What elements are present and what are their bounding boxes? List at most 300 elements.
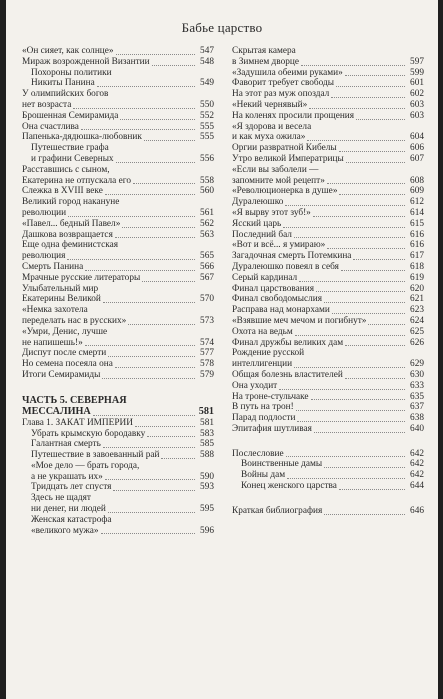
toc-entry[interactable]: [232, 348, 424, 370]
page-number: 637: [410, 402, 424, 413]
toc-entry[interactable]: [232, 46, 424, 68]
toc-entry[interactable]: [22, 450, 214, 461]
toc-entry-title: а не украшать их»: [31, 471, 103, 482]
toc-entry[interactable]: [232, 424, 424, 435]
toc-entry-row: [232, 294, 424, 305]
toc-entry-row: [22, 406, 214, 418]
page-number: 614: [410, 207, 424, 218]
toc-entry[interactable]: [232, 68, 424, 79]
dot-leader: [116, 54, 195, 55]
toc-entry-title: «Он сияет, как солнце»: [22, 46, 114, 56]
toc-entry-title: Серый кардинал: [232, 272, 298, 283]
toc-entry[interactable]: [232, 143, 424, 154]
toc-entry-title: 1. ЗАКАТ ИМПЕРИИ: [46, 417, 133, 428]
toc-entry[interactable]: [232, 305, 424, 316]
toc-entry[interactable]: [232, 197, 424, 208]
page-number: 574: [200, 337, 214, 348]
toc-entry-title: Слежка в XVIII веке: [22, 186, 103, 197]
page-number: 567: [200, 272, 214, 283]
toc-entry[interactable]: [22, 122, 214, 133]
page-number: 558: [200, 175, 214, 186]
page-number: 623: [410, 305, 424, 316]
toc-entry-title: Екатерина не отпускала его: [22, 175, 131, 186]
toc-entry-row: [232, 89, 424, 100]
toc-entry[interactable]: [232, 402, 424, 413]
toc-entry[interactable]: [232, 392, 424, 403]
toc-entry-title: Финал дружбы великих дам: [232, 337, 344, 348]
dot-leader: [311, 399, 405, 400]
toc-entry-row: [22, 450, 214, 461]
toc-entry-row: [22, 294, 214, 305]
toc-entry-line: Женская катастрофа: [31, 514, 112, 525]
page-number: 629: [410, 359, 424, 370]
page-number: 552: [200, 110, 214, 121]
toc-entry[interactable]: [232, 78, 424, 89]
toc-entry[interactable]: [22, 89, 214, 111]
toc-entry-title: революция: [22, 251, 66, 262]
dot-leader: [296, 410, 405, 411]
running-header: Бабье царство: [181, 20, 263, 35]
page-number: 566: [200, 261, 214, 272]
toc-entry[interactable]: [232, 230, 424, 241]
toc-entry-row: [232, 305, 424, 316]
toc-entry-row: [232, 78, 424, 89]
toc-entry-row: [232, 100, 424, 111]
toc-entry-line: Путешествие графа: [31, 143, 109, 154]
toc-entry-row: [22, 219, 214, 230]
toc-entry-line: Похороны политики: [31, 67, 112, 78]
dot-leader: [301, 65, 405, 66]
dot-leader: [345, 378, 405, 379]
toc-entry-row: [232, 338, 424, 349]
toc-entry[interactable]: [232, 370, 424, 381]
toc-entry-title: Фаворит требует свободы: [232, 78, 335, 89]
dot-leader: [356, 119, 405, 120]
page-number: 619: [410, 272, 424, 283]
toc-entry-title: МЕССАЛИНА: [22, 406, 91, 418]
toc-entry-title: и как муха ожила»: [232, 132, 306, 143]
toc-entry[interactable]: [22, 219, 214, 230]
toc-entry[interactable]: [22, 165, 214, 187]
toc-entry-title: революции: [22, 207, 67, 218]
dot-leader: [93, 415, 195, 416]
dot-leader: [314, 432, 405, 433]
page-number: 608: [410, 175, 424, 186]
toc-entry[interactable]: [232, 316, 424, 327]
page-number: 563: [200, 229, 214, 240]
page-number: 549: [200, 78, 214, 89]
toc-entry-title: Она счастлива: [22, 121, 79, 132]
toc-right-column: [232, 46, 424, 517]
toc-entry-row: [22, 370, 214, 381]
toc-left-column: [22, 46, 214, 536]
page-number: 593: [200, 482, 214, 493]
page-number: 570: [200, 294, 214, 305]
toc-entry-line: «Немка захотела: [22, 305, 88, 316]
page-number: 555: [200, 132, 214, 143]
toc-entry-row: [232, 197, 424, 208]
dot-leader: [144, 140, 195, 141]
page-number: 633: [410, 380, 424, 391]
toc-entry[interactable]: [22, 305, 214, 327]
toc-entry[interactable]: [22, 515, 214, 537]
toc-entry[interactable]: [232, 111, 424, 122]
page-number: 573: [200, 315, 214, 326]
toc-entry-title: Папенька-дядюшка-любовник: [22, 132, 142, 143]
toc-entry[interactable]: [232, 89, 424, 100]
toc-entry-line: «Мое дело — брать города,: [31, 460, 140, 471]
toc-entry-row: [22, 111, 214, 122]
dot-leader: [332, 313, 405, 314]
toc-entry-line: Еще одна феминистская: [22, 240, 118, 251]
toc-entry-title: «Взявшие меч мечом и погибнут»: [232, 315, 367, 326]
toc-entry-title: Диспут после смерти: [22, 348, 107, 359]
toc-entry-row: [22, 429, 214, 440]
toc-entry-line: «Если вы заболели —: [232, 164, 319, 175]
toc-entry[interactable]: [22, 262, 214, 273]
toc-entry[interactable]: [22, 132, 214, 143]
dot-leader: [113, 490, 195, 491]
toc-entry-title: Утро великой Императрицы: [232, 153, 344, 164]
toc-entry-title: запомните мой рецепт»: [232, 175, 325, 186]
toc-entry[interactable]: [22, 273, 214, 284]
toc-entry-row: [22, 208, 214, 219]
toc-entry-row: [232, 68, 424, 79]
page-number: 646: [410, 505, 424, 516]
dot-leader: [105, 479, 195, 480]
page-number: 642: [410, 470, 424, 481]
toc-entry-title: Эпитафия шутливая: [232, 423, 312, 434]
toc-entry-row: [232, 506, 424, 517]
toc-entry[interactable]: [22, 359, 214, 370]
toc-entry-title: Финал свободомыслия: [232, 294, 323, 305]
toc-entry[interactable]: [232, 338, 424, 349]
toc-entry[interactable]: [22, 230, 214, 241]
page-number: 555: [200, 121, 214, 132]
toc-entry[interactable]: [22, 186, 214, 197]
toc-entry[interactable]: [22, 240, 214, 262]
toc-entry-title: Ясский царь: [232, 218, 282, 229]
dot-leader: [152, 65, 195, 66]
toc-entry-row: [22, 504, 214, 515]
toc-entry-line: «Умри, Денис, лучше: [22, 326, 108, 337]
toc-entry-row: [22, 359, 214, 370]
toc-entry-title: Краткая библиография: [232, 505, 323, 516]
page-number: 603: [410, 99, 424, 110]
page-number: 595: [200, 504, 214, 515]
page-number: 556: [200, 153, 214, 164]
toc-entry-row: [232, 57, 424, 68]
toc-entry[interactable]: [232, 506, 424, 517]
toc-entry-row: [232, 381, 424, 392]
toc-entry-title: «Задушила обеими руками»: [232, 67, 343, 78]
toc-entry-row: [232, 359, 424, 370]
toc-entry-title: Галантная смерть: [31, 439, 101, 450]
toc-entry-row: [232, 327, 424, 338]
toc-entry-title: Итоги Семирамиды: [22, 369, 101, 380]
toc-entry[interactable]: [22, 143, 214, 165]
toc-entry-line: Здесь не щадят: [31, 493, 91, 504]
toc-entry[interactable]: [22, 370, 214, 381]
dot-leader: [324, 467, 405, 468]
toc-entry[interactable]: [22, 284, 214, 306]
toc-entry-title: Парад подлости: [232, 413, 296, 424]
toc-entry[interactable]: [22, 482, 214, 493]
page-number: 616: [410, 240, 424, 251]
toc-entry-title: На этот раз муж опоздал: [232, 89, 330, 100]
dot-leader: [142, 281, 195, 282]
toc-entry-row: [232, 143, 424, 154]
page-number: 618: [410, 261, 424, 272]
dot-leader: [85, 270, 195, 271]
toc-entry-title: Дуралеюшко: [232, 197, 284, 208]
toc-entry-title: Никиты Панина: [31, 78, 95, 89]
toc-entry-title: и графини Северных: [31, 153, 114, 164]
dot-leader: [120, 119, 195, 120]
toc-entry-row: [232, 219, 424, 230]
toc-entry-title: Загадочная смерть Потемкина: [232, 251, 352, 262]
toc-entry-line: Улыбательный мир: [22, 283, 99, 294]
dot-leader: [122, 227, 195, 228]
toc-entry-title: Охота на ведьм: [232, 326, 293, 337]
toc-entry-row: [232, 154, 424, 165]
toc-entry-row: [22, 262, 214, 273]
toc-entry-line: Великий город накануне: [22, 197, 120, 208]
toc-entry[interactable]: [232, 413, 424, 424]
page-number: 624: [410, 315, 424, 326]
dot-leader: [339, 151, 405, 152]
toc-entry-row: [232, 186, 424, 197]
toc-entry[interactable]: [22, 46, 214, 57]
dot-leader: [331, 97, 405, 98]
toc-entry-row: [22, 176, 214, 187]
toc-entry[interactable]: [22, 197, 214, 219]
page-number: 560: [200, 186, 214, 197]
page-number: 617: [410, 251, 424, 262]
part-heading[interactable]: [22, 395, 214, 418]
toc-entry[interactable]: [232, 481, 424, 492]
page-number: 548: [200, 56, 214, 67]
toc-entry[interactable]: [22, 111, 214, 122]
toc-entry-title: «Я вырву этот зуб!»: [232, 207, 311, 218]
dot-leader: [327, 183, 405, 184]
toc-entry[interactable]: [232, 262, 424, 273]
toc-entry[interactable]: [22, 57, 214, 68]
toc-entry-title: Послесловие: [232, 448, 284, 459]
toc-entry-row: [232, 370, 424, 381]
toc-entry-title: Воинственные дамы: [241, 459, 323, 470]
toc-entry-title: Убрать крымскую бородавку: [31, 428, 146, 439]
toc-entry[interactable]: [232, 208, 424, 219]
dot-leader: [299, 281, 405, 282]
dot-leader: [147, 436, 195, 437]
toc-entry[interactable]: [232, 100, 424, 111]
dot-leader: [161, 458, 195, 459]
toc-entry[interactable]: [232, 449, 424, 460]
page-number: 581: [200, 417, 214, 428]
toc-entry-row: [22, 526, 214, 537]
dot-leader: [368, 324, 405, 325]
dot-leader: [307, 140, 405, 141]
toc-entry-title: Оргии развратной Кибелы: [232, 143, 337, 154]
toc-entry[interactable]: [22, 429, 214, 440]
dot-leader: [285, 205, 405, 206]
toc-entry-title: ни денег, ни людей: [31, 504, 106, 515]
toc-entry-title: Дуралеюшко повеял в себя: [232, 261, 339, 272]
toc-entry[interactable]: [232, 273, 424, 284]
page-number: 590: [200, 471, 214, 482]
toc-entry-row: [232, 481, 424, 492]
toc-entry[interactable]: [232, 294, 424, 305]
dot-leader: [116, 162, 195, 163]
page-number: 615: [410, 218, 424, 229]
section-gap: [232, 492, 424, 506]
dot-leader: [133, 183, 195, 184]
page-number: 602: [410, 89, 424, 100]
dot-leader: [115, 367, 195, 368]
page-number: 601: [410, 78, 424, 89]
toc-entry-row: [232, 449, 424, 460]
page-number: 616: [410, 229, 424, 240]
page-number: 604: [410, 132, 424, 143]
page-number: 599: [410, 67, 424, 78]
dot-leader: [313, 216, 405, 217]
toc-entry-row: [232, 208, 424, 219]
toc-entry-row: [22, 46, 214, 57]
page-number: 640: [410, 423, 424, 434]
toc-entry[interactable]: [22, 68, 214, 90]
dot-leader: [85, 345, 195, 346]
toc-entry-line: Скрытая камера: [232, 46, 296, 56]
toc-entry[interactable]: [22, 327, 214, 349]
toc-entry[interactable]: [22, 439, 214, 450]
toc-entry-row: [232, 284, 424, 295]
page-number: 565: [200, 251, 214, 262]
toc-entry[interactable]: [22, 493, 214, 515]
dot-leader: [324, 514, 405, 515]
page-number: 578: [200, 359, 214, 370]
toc-entry-row: [232, 273, 424, 284]
dot-leader: [339, 194, 405, 195]
toc-entry-line: «Я здорова и весела: [232, 121, 312, 132]
toc-entry-row: [232, 413, 424, 424]
toc-entry[interactable]: [232, 165, 424, 187]
toc-entry-row: [232, 424, 424, 435]
dot-leader: [103, 447, 195, 448]
page-number: 597: [410, 56, 424, 67]
page-number: 642: [410, 448, 424, 459]
page-number: 581: [198, 406, 214, 418]
page-number: 603: [410, 110, 424, 121]
page-number: 547: [200, 46, 214, 56]
toc-entry-title: Общая болезнь властителей: [232, 369, 343, 380]
dot-leader: [327, 248, 405, 249]
toc-entry[interactable]: [232, 122, 424, 144]
page-number: 561: [200, 207, 214, 218]
dot-leader: [294, 237, 405, 238]
page-number: 625: [410, 326, 424, 337]
page-number: 630: [410, 369, 424, 380]
toc-entry-row: [232, 176, 424, 187]
dot-leader: [316, 291, 405, 292]
toc-entry[interactable]: [22, 348, 214, 359]
page-number: 621: [410, 294, 424, 305]
toc-entry[interactable]: [232, 219, 424, 230]
toc-entry-row: [22, 251, 214, 262]
toc-entry-line: Расставшись с сыном,: [22, 164, 110, 175]
toc-entry-row: [22, 482, 214, 493]
toc-entry[interactable]: [232, 327, 424, 338]
toc-entry[interactable]: [232, 470, 424, 481]
toc-entry-row: [22, 122, 214, 133]
page-number: 588: [200, 450, 214, 461]
toc-entry-row: [232, 132, 424, 143]
toc-entry[interactable]: [232, 251, 424, 262]
toc-entry-title: Тридцать лет спустя: [31, 482, 112, 493]
dot-leader: [346, 162, 405, 163]
dot-leader: [341, 270, 405, 271]
toc-entry[interactable]: [22, 461, 214, 483]
dot-leader: [283, 227, 405, 228]
toc-entry[interactable]: [232, 240, 424, 251]
dot-leader: [115, 237, 195, 238]
toc-entry-title: переделать нас в русских»: [22, 315, 127, 326]
toc-entry-row: [22, 57, 214, 68]
dot-leader: [108, 512, 195, 513]
toc-entry-title: «Революционерка в душе»: [232, 186, 338, 197]
page-number: 644: [410, 481, 424, 492]
toc-entry-title: Последний бал: [232, 229, 292, 240]
dot-leader: [339, 489, 405, 490]
toc-entry-row: [232, 230, 424, 241]
toc-entry-row: [232, 392, 424, 403]
toc-entry-row: [22, 316, 214, 327]
dot-leader: [105, 194, 195, 195]
toc-entry[interactable]: [232, 186, 424, 197]
toc-entry-row: [232, 459, 424, 470]
toc-entry-title: На коленях просили прощения: [232, 110, 355, 121]
toc-entry[interactable]: [232, 459, 424, 470]
page-number: 612: [410, 197, 424, 208]
toc-entry-title: Она уходит: [232, 380, 278, 391]
toc-entry-row: [22, 100, 214, 111]
chapter-heading[interactable]: [22, 418, 214, 429]
dot-leader: [345, 75, 405, 76]
toc-entry-row: [22, 230, 214, 241]
dot-leader: [68, 216, 195, 217]
toc-entry[interactable]: [232, 284, 424, 295]
toc-entry-line: Рождение русской: [232, 348, 305, 359]
toc-entry-row: [232, 470, 424, 481]
toc-entry-title: Дашкова возвращается: [22, 229, 113, 240]
toc-entry[interactable]: [232, 154, 424, 165]
toc-entry-row: [232, 262, 424, 273]
toc-entry[interactable]: [232, 381, 424, 392]
toc-entry-row: [22, 273, 214, 284]
toc-entry-title: В путь на трон!: [232, 402, 294, 413]
dot-leader: [128, 324, 195, 325]
toc-entry-title: нет возраста: [22, 99, 72, 110]
page-number: 562: [200, 218, 214, 229]
toc-entry-title: «Вот и всё... я умираю»: [232, 240, 326, 251]
toc-entry-row: [22, 78, 214, 89]
page-number: 635: [410, 391, 424, 402]
page-number: 596: [200, 525, 214, 536]
page-number: 577: [200, 348, 214, 359]
toc-entry-row: [22, 348, 214, 359]
dot-leader: [309, 108, 405, 109]
dot-leader: [345, 345, 405, 346]
